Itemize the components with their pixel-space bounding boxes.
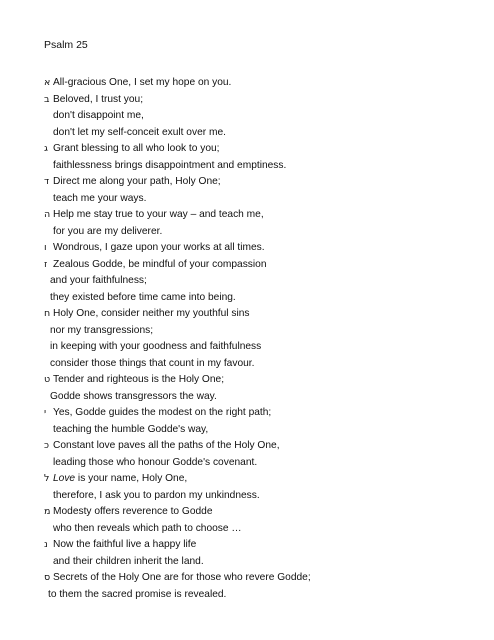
line-text: All-gracious One, I set my hope on you. (53, 77, 232, 88)
line-text: nor my transgressions; (50, 324, 154, 336)
line-text: Zealous Godde, be mindful of your compassion (53, 258, 267, 270)
psalm-line (44, 241, 311, 258)
line-text: leading those who honour Godde's covenant. (53, 456, 258, 468)
line-text: Yes, Godde guides the modest on the right path; (53, 407, 272, 418)
psalm-line (44, 192, 311, 209)
psalm-line (44, 159, 311, 176)
line-text: Tender and righteous is the Holy One; (53, 374, 225, 385)
psalm-line (44, 439, 311, 456)
psalm-line (44, 76, 311, 93)
psalm-line (44, 522, 311, 539)
psalm-line (44, 538, 311, 555)
line-text: therefore, I ask you to pardon my unkindness. (53, 489, 260, 501)
line-text: is your name, Holy One, (75, 473, 188, 484)
psalm-line (44, 423, 311, 440)
psalm-line (44, 274, 311, 291)
hebrew-letter: מ (44, 506, 51, 517)
line-text: Secrets of the Holy One are for those who revere Godde; (53, 572, 311, 583)
psalm-line (44, 390, 311, 407)
psalm-line (44, 208, 311, 225)
line-text: consider those things that count in my favour. (50, 357, 255, 369)
psalm-line (44, 472, 311, 489)
psalm-line (44, 175, 311, 192)
hebrew-letter: ה (44, 209, 51, 220)
line-text: for you are my deliverer. (53, 225, 163, 237)
line-text: Beloved, I trust you; (53, 93, 144, 105)
psalm-line (44, 225, 311, 242)
psalm-line (44, 489, 311, 506)
hebrew-letter: ל (44, 473, 50, 484)
psalm-line (44, 340, 311, 357)
line-text: teaching the humble Godde's way, (53, 423, 209, 435)
psalm-line (44, 406, 311, 423)
psalm-line (44, 109, 311, 126)
hebrew-letter: ג (44, 143, 48, 154)
line-text: and their children inherit the land. (53, 555, 204, 567)
line-text: teach me your ways. (53, 192, 147, 204)
hebrew-letter: נ (44, 539, 48, 550)
hebrew-letter: א (44, 77, 51, 88)
hebrew-letter: כ (44, 440, 50, 451)
line-text: don't let my self-conceit exult over me. (53, 126, 226, 138)
line-text: Godde shows transgressors the way. (50, 390, 217, 402)
psalm-line (44, 456, 311, 473)
hebrew-letter: ח (44, 308, 51, 319)
psalm-line (44, 357, 311, 374)
line-text: and your faithfulness; (50, 275, 147, 286)
hebrew-letter: י (44, 407, 47, 418)
line-text: Holy One, consider neither my youthful sins (53, 308, 250, 319)
line-text: Constant love paves all the paths of the Holy One, (53, 440, 280, 451)
line-text: don't disappoint me, (53, 110, 144, 121)
psalm-line (44, 307, 311, 324)
psalm-line (44, 258, 311, 275)
line-text: Grant blessing to all who look to you; (53, 143, 220, 154)
hebrew-letter: ס (44, 572, 51, 583)
psalm-line (44, 571, 311, 588)
psalm-line (44, 126, 311, 143)
hebrew-letter: ב (44, 93, 50, 105)
psalm-line (44, 291, 311, 308)
psalm-line (44, 555, 311, 572)
emphasized-word: Love (53, 473, 76, 484)
line-text: they existed before time came into being. (50, 291, 236, 303)
line-text: Direct me along your path, Holy One; (53, 176, 221, 187)
line-text: to them the sacred promise is revealed. (48, 588, 227, 600)
psalm-line (44, 93, 311, 110)
hebrew-letter: ד (44, 176, 50, 187)
psalm-line (44, 505, 311, 522)
hebrew-letter: ז (44, 258, 48, 270)
line-text: faithlessness brings disappointment and emptiness. (53, 159, 287, 171)
line-text: Modesty offers reverence to Godde (53, 506, 213, 517)
psalm-lines (44, 76, 311, 604)
hebrew-letter: ו (44, 242, 47, 253)
psalm-line (44, 324, 311, 341)
line-text: Help me stay true to your way – and teach me, (53, 209, 264, 220)
psalm-line (44, 142, 311, 159)
line-text: Now the faithful live a happy life (53, 539, 197, 550)
psalm-line (44, 588, 311, 605)
line-text: Wondrous, I gaze upon your works at all times. (53, 242, 265, 253)
line-text: who then reveals which path to choose … (53, 522, 242, 534)
line-text: in keeping with your goodness and faithfulness (50, 341, 262, 352)
page-title: Psalm 25 (44, 39, 88, 51)
hebrew-letter: ט (44, 374, 51, 385)
psalm-line (44, 373, 311, 390)
